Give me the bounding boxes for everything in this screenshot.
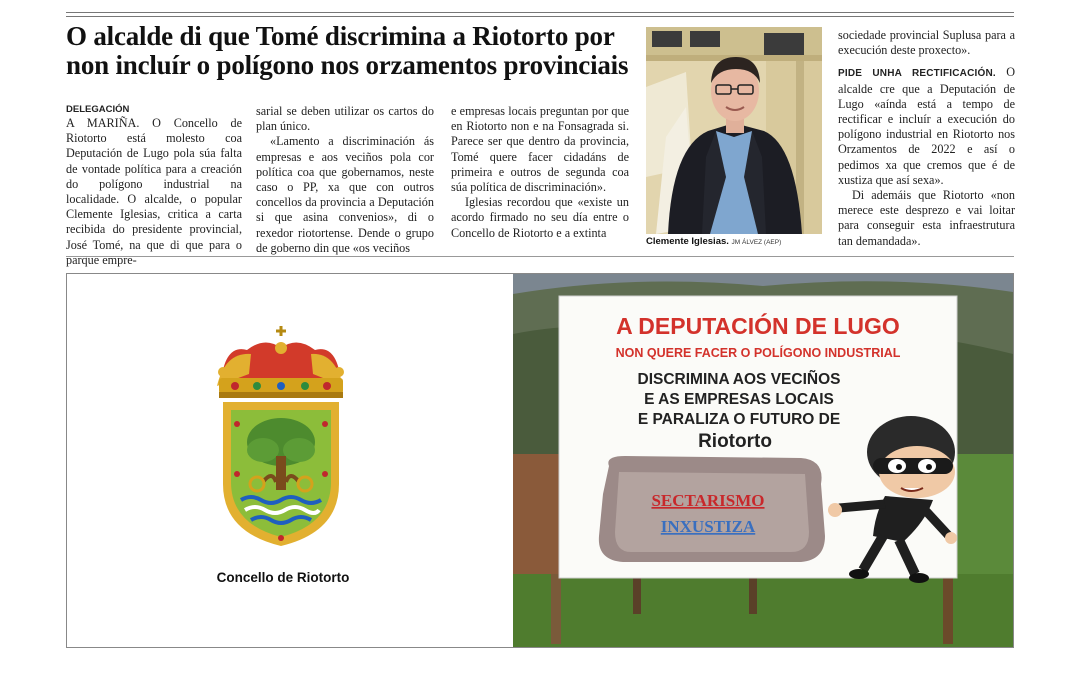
body-paragraph: Di ademáis que Riotorto «non merece este desprezo e vai loitar para conseguir esta infraestrutura tan demandada».	[838, 188, 1015, 248]
subhead-body: O alcalde cre que a Deputación de Lugo «aínda está a tempo de rectificar e incluír a execución do polígono industrial en Riotorto nos Orzamentos de 2022 e así o pedimos xa que cremos que é de xustiza que así sexa».	[838, 65, 1015, 187]
sack-word-1: SECTARISMO	[651, 491, 765, 510]
body-paragraph: sarial se deben utilizar os cartos do plan único.	[256, 104, 434, 134]
graphic-panel	[66, 273, 1014, 648]
subhead-lead: PIDE UNHA RECTIFICACIÓN.	[838, 68, 996, 80]
body-paragraph: «Lamento a discriminación ás empresas e aos veciños pola cor política coa que gobernamos, neste caso o PP, xa que con outros concellos da provincia a Deputación si que asina convenios», di o rexedor riotortense. Dende o grupo de goberno din que «os veciños	[256, 134, 434, 255]
headline: O alcalde di que Tomé discrimina a Riotorto por non incluír o polígono nos orzamentos provinciais	[66, 21, 629, 80]
sign-subtitle: NON QUERE FACER O POLÍGONO INDUSTRIAL	[615, 346, 901, 360]
sign-line-3: E PARALIZA O FUTURO DE	[637, 411, 841, 428]
section-rule	[66, 256, 1014, 257]
coat-of-arms-icon	[67, 274, 513, 647]
body-paragraph: Iglesias recordou que «existe un acordo firmado no seu día entre o Concello de Riotorto e a extinta	[451, 195, 629, 240]
body-paragraph: sociedade provincial Suplusa para a execución deste proxecto».	[838, 28, 1015, 58]
sack-word-2: INXUSTIZA	[660, 517, 756, 536]
body-paragraph: A MARIÑA. O Concello de Riotorto está molesto coa Deputación de Lugo pola súa falta de vontade política para a creación do polígono industrial na localidade. O alcalde, o popular Clemente Iglesias, critica a carta recibida do presidente provincial, José Tomé, na que di que para o parque empre-	[66, 116, 242, 267]
article-column-1	[66, 104, 242, 268]
kicker: DELEGACIÓN	[66, 104, 130, 115]
crest-label: Concello de Riotorto	[216, 570, 350, 585]
photo-caption	[646, 236, 826, 247]
body-paragraph: e empresas locais preguntan por que en Riotorto non e na Fonsagrada si. Parece ser que dentro da provincia, Tomé quere facer cidadáns de primeira e outros de segunda coa súa política de discriminación».	[451, 104, 629, 195]
caption-credit: JM ÁLVEZ (AEP)	[731, 239, 782, 246]
sign-line-4: Riotorto	[698, 431, 772, 452]
mayor-portrait	[646, 27, 822, 234]
article-column-3	[451, 104, 629, 241]
sign-line-1: DISCRIMINA AOS VECIÑOS	[637, 371, 841, 388]
top-rule	[66, 12, 1014, 17]
billboard-scene	[513, 274, 1013, 647]
sign-line-2: E AS EMPRESAS LOCAIS	[644, 391, 834, 408]
mayor-photo	[646, 27, 822, 234]
subhead-paragraph	[838, 65, 1015, 188]
crest-area	[67, 274, 513, 647]
billboard-photo	[513, 274, 1013, 647]
article-column-2	[256, 104, 434, 256]
sign-title: A DEPUTACIÓN DE LUGO	[616, 313, 900, 339]
article-column-5	[838, 28, 1015, 249]
caption-name: Clemente Iglesias.	[646, 236, 729, 247]
